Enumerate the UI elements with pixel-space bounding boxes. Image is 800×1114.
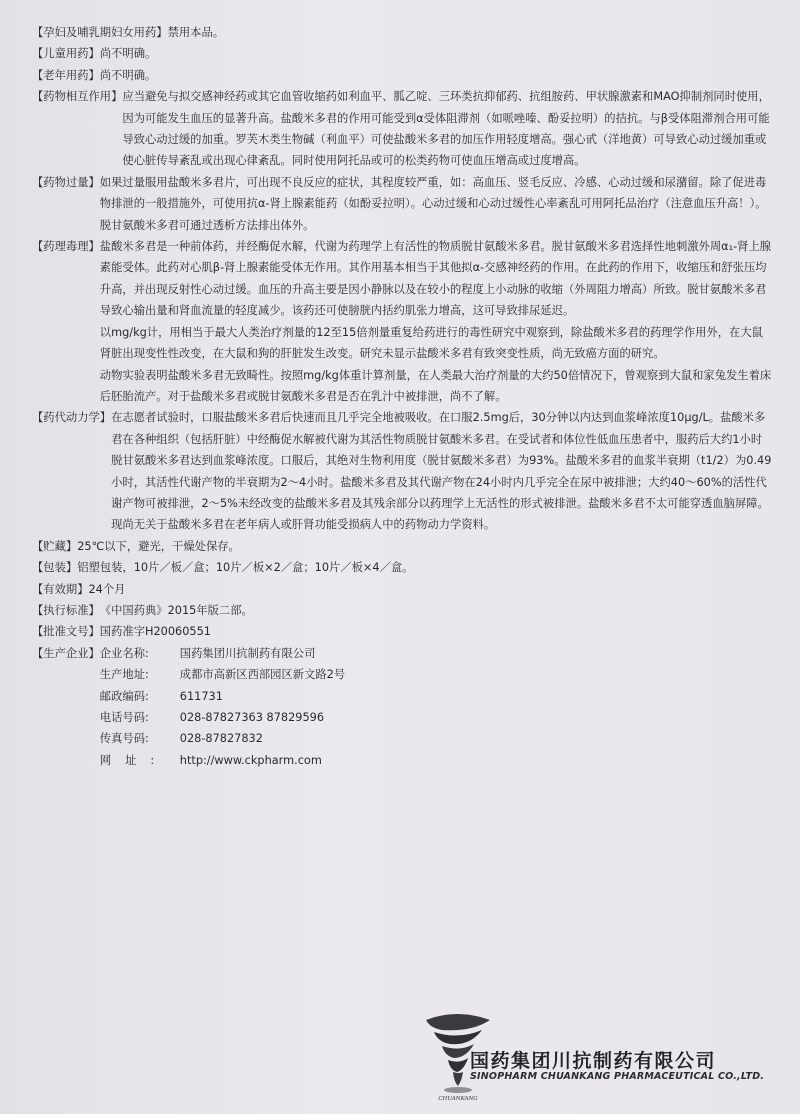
- manufacturer-row: [100, 664, 772, 685]
- section-heading: 【药代动力学】: [32, 411, 112, 425]
- section-heading: 【药物过量】: [32, 175, 100, 189]
- section-text: 尚不明确。: [99, 47, 157, 61]
- row-label: 企业名称:: [99, 646, 149, 660]
- section-heading: 【药物相互作用】: [32, 90, 123, 104]
- row-label: 生产地址:: [99, 668, 149, 682]
- section-text: 《中国药典》2015年版二部。: [99, 603, 253, 617]
- section-overdose: [32, 172, 772, 236]
- section-heading: 【执行标准】: [32, 603, 100, 617]
- section-standard: [32, 600, 772, 621]
- section-validity: [32, 579, 772, 600]
- section-text: 尚不明确。: [99, 68, 157, 82]
- section-heading: 【孕妇及哺乳期妇女用药】: [32, 26, 168, 39]
- section-heading: 【有效期】: [32, 582, 89, 596]
- section-text: 25℃以下，避光，干燥处保存。: [77, 539, 240, 553]
- section-manufacturer: [32, 643, 772, 771]
- row-label: 网址:: [99, 753, 169, 767]
- row-value: 611731: [179, 689, 223, 703]
- section-interactions: [32, 86, 772, 172]
- row-label: 邮政编码:: [99, 689, 149, 703]
- row-label: 传真号码:: [99, 732, 149, 746]
- section-heading: 【老年用药】: [32, 68, 100, 82]
- section-pharmacokinetics: [32, 407, 772, 535]
- section-heading: 【批准文号】: [32, 625, 100, 639]
- manufacturer-row: [100, 728, 772, 749]
- section-paragraph: 应当避免与拟交感神经药或其它血管收缩药如利血平、胍乙啶、三环类抗抑郁药、抗组胺药、甲状腺激素和MAO抑制剂同时使用，因为可能发生血压的显著升高。盐酸米多君的作用可能受到α受体阻滞剂（如哌唑嗪、酚妥拉明）的拮抗。与β受体阻滞剂合用可能导致心动过缓的加重。罗芙木类生物碱（利血平）可使盐酸米多君的加压作用轻度增高。强心甙（洋地黄）可导致心动过缓加重或使心脏传导紊乱或出现心律紊乱。同时使用阿托品或可的松类药物可使血压增高或过度增高。: [122, 90, 770, 168]
- section-storage: [32, 536, 772, 557]
- row-value: 028-87827832: [179, 732, 263, 746]
- section-paragraph: 在志愿者试验时，口服盐酸米多君后快速而且几乎完全地被吸收。在口服2.5mg后，30分钟以内达到血浆峰浓度10μg/L。盐酸米多君在各种组织（包括肝脏）中经酶促水解被代谢为其活性物质脱甘氨酸米多君。在受试者和体位性低血压患者中，服药后大约1小时脱甘氨酸米多君达到血浆峰浓度。口服后，其绝对生物利用度（脱甘氨酸米多君）为93%。盐酸米多君的血浆半衰期（t1/2）为0.49小时，其活性代谢产物的半衰期为2～4小时。盐酸米多君及其代谢产物在24小时内几乎完全在尿中被排泄；大约40～60%的活性代谢产物可被排泄，2～5%未经改变的盐酸米多君及其残余部分以药理学上无活性的形式被排泄。盐酸米多君不太可能穿透血脑屏障。现尚无关于盐酸米多君在老年病人或肝肾功能受损病人中的药物动力学资料。: [111, 411, 772, 532]
- section-elderly: [32, 65, 772, 86]
- section-heading: 【贮藏】: [32, 539, 78, 553]
- row-value: 028-87827363 87829596: [179, 711, 325, 724]
- section-text: 铝塑包装，10片／板／盒；10片／板×2／盒；10片／板×4／盒。: [77, 561, 414, 575]
- section-text: 禁用本品。: [167, 26, 225, 39]
- section-heading: 【生产企业】: [32, 646, 100, 660]
- company-name-en: SINOPHARM CHUANKANG PHARMACEUTICAL CO.,LTD.: [470, 1071, 765, 1082]
- section-text: 24个月: [88, 582, 126, 596]
- section-approval: [32, 621, 772, 642]
- manufacturer-row: [100, 707, 772, 728]
- section-paragraph: 盐酸米多君是一种前体药，并经酶促水解，代谢为药理学上有活性的物质脱甘氨酸米多君。脱甘氨酸米多君选择性地刺激外周α₁-肾上腺素能受体。此药对心肌β-肾上腺素能受体无作用。其作用基本相当于其他拟α-交感神经药的作用。在此药的作用下，收缩压和舒张压均升高，并出现反射性心动过缓。血压的升高主要是因小静脉以及在较小的程度上小动脉的收缩（外周阻力增高）所致。脱甘氨酸米多君导致心输出量和肾血流量的轻度减少。该药还可使膀胱内括约肌张力增高，这可导致排尿延迟。: [99, 240, 772, 318]
- section-packaging: [32, 557, 772, 578]
- manufacturer-row: [100, 686, 772, 707]
- insert-content: [32, 22, 772, 771]
- website-link: http://www.ckpharm.com: [179, 753, 322, 767]
- section-text: 国药准字H20060551: [99, 625, 211, 639]
- row-value: 成都市高新区西部园区新文路2号: [179, 668, 346, 682]
- section-pharmacology: [32, 236, 772, 407]
- section-heading: 【药理毒理】: [32, 240, 100, 254]
- manufacturer-row: [100, 643, 772, 664]
- section-heading: 【包装】: [32, 561, 78, 575]
- manufacturer-row: [100, 750, 772, 771]
- company-name-cn: 国药集团川抗制药有限公司: [470, 1050, 717, 1072]
- row-label: 电话号码:: [99, 711, 149, 724]
- row-value: 国药集团川抗制药有限公司: [179, 646, 316, 660]
- section-children: [32, 43, 772, 64]
- section-pregnancy: [32, 22, 772, 43]
- section-paragraph: 如果过量服用盐酸米多君片，可出现不良反应的症状，其程度较严重，如：高血压、竖毛反应、冷感、心动过缓和尿潴留。除了促进毒物排泄的一般措施外，可使用抗α-肾上腺素能药（如酚妥拉明）。心动过缓和心动过缓性心率紊乱可用阿托品治疗（注意血压升高！）。脱甘氨酸米多君可通过透析方法排出体外。: [99, 175, 767, 232]
- section-paragraph: 动物实验表明盐酸米多君无致畸性。按照mg/kg体重计算剂量，在人类最大治疗剂量的大约50倍情况下，曾观察到大鼠和家兔发生着床后胚胎流产。对于盐酸米多君或脱甘氨酸米多君是否在乳汁中被排泄，尚不了解。: [99, 368, 772, 403]
- section-heading: 【儿童用药】: [32, 47, 100, 61]
- svg-text:CHUANKANG: CHUANKANG: [438, 1096, 478, 1102]
- section-paragraph: 以mg/kg计，用相当于最大人类治疗剂量的12至15倍剂量重复给药进行的毒性研究中观察到，除盐酸米多君的药理学作用外，在大鼠肾脏出现变性性改变，在大鼠和狗的肝脏发生改变。研究未显示盐酸米多君有致突变性质，尚无致癌方面的研究。: [99, 325, 763, 361]
